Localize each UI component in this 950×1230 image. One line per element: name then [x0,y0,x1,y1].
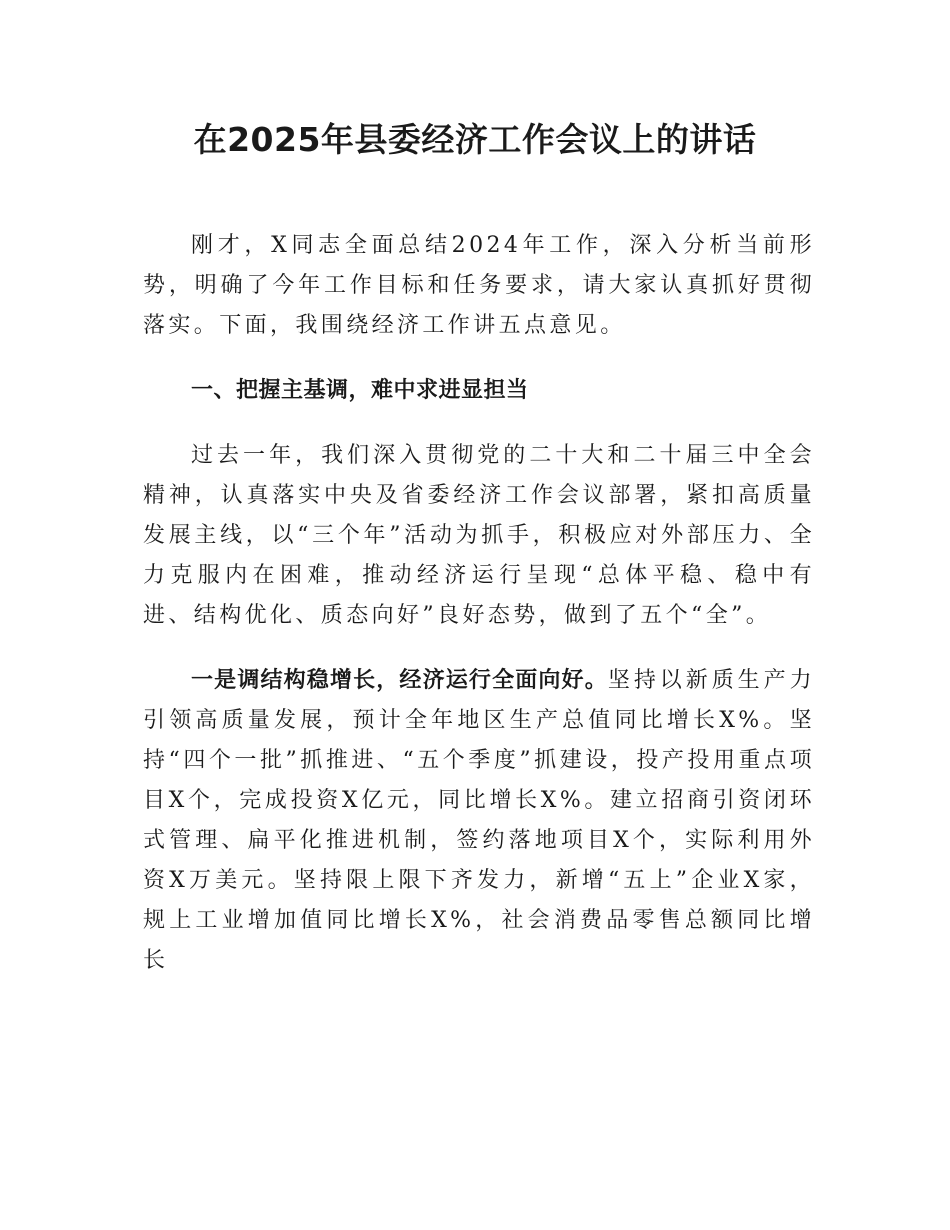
point-text: 坚持以新质生产力引领高质量发展，预计全年地区生产总值同比增长X%。坚持“四个一批”抓推进、“五个季度”抓建设，投产投用重点项目X个，完成投资X亿元，同比增长X%。建立招商引资闭环式管理、扁平化推进机制，签约落地项目X个，实际利用外资X万美元。坚持限上限下齐发力，新增“五上”企业X家，规上工业增加值同比增长X%，社会消费品零售总额同比增长 [143,668,815,973]
intro-paragraph: 刚才，X同志全面总结2024年工作，深入分析当前形势，明确了今年工作目标和任务要求，请大家认真抓好贯彻落实。下面，我围绕经济工作讲五点意见。 [143,233,815,338]
section-paragraph: 过去一年，我们深入贯彻党的二十大和二十届三中全会精神，认真落实中央及省委经济工作会议部署，紧扣高质量发展主线，以“三个年”活动为抓手，积极应对外部压力、全力克服内在困难，推动经济运行呈现“总体平稳、稳中有进、结构优化、质态向好”良好态势，做到了五个“全”。 [143,443,815,628]
section-heading: 一、把握主基调，难中求进显担当 [191,378,529,403]
document-title: 在2025年县委经济工作会议上的讲话 [193,120,757,159]
document-body [143,226,815,981]
point-paragraph [143,661,815,981]
point-lead: 一是调结构稳增长，经济运行全面向好。 [191,668,608,693]
